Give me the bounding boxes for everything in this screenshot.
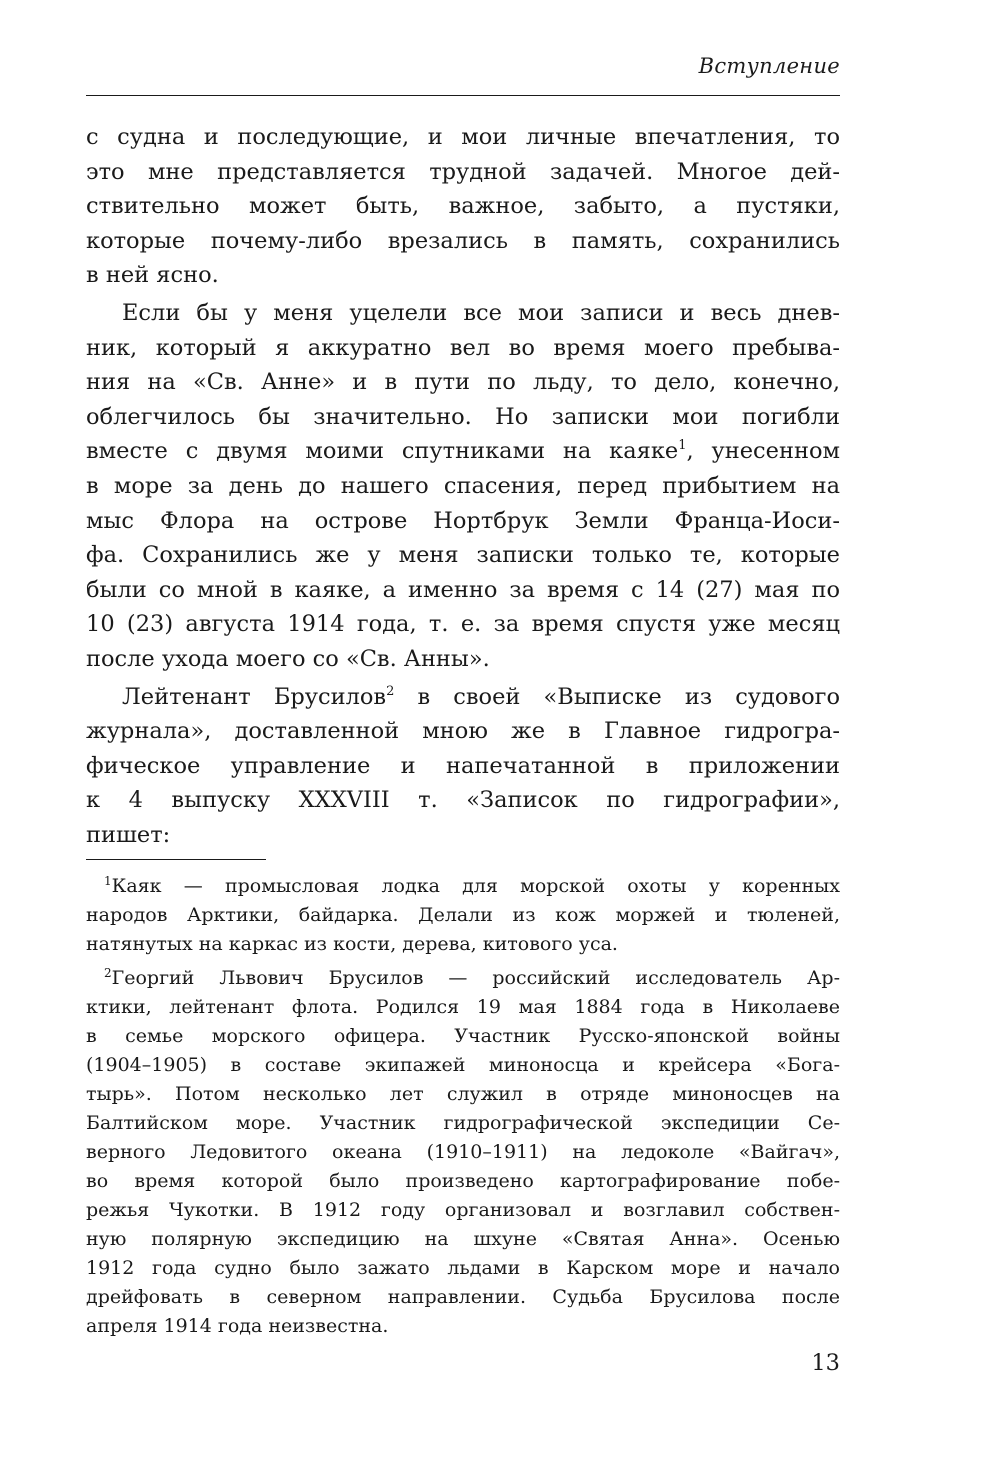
text-line: с судна и последующие, и мои личные впечатления, то <box>86 124 840 150</box>
footnote-2 <box>86 964 840 1341</box>
paragraph-1 <box>86 120 840 293</box>
footnote-line: в семье морского офицера. Участник Русско-японской войны <box>86 1025 840 1047</box>
footnote-number: 1 <box>104 874 112 888</box>
page-number: 13 <box>811 1350 840 1376</box>
footnote-line: режья Чукотки. В 1912 году организовал и возглавил собствен- <box>86 1199 840 1221</box>
footnote-line <box>86 872 840 901</box>
text-line: ствительно может быть, важное, забыто, а пустяки, <box>86 193 840 220</box>
footnote-line: тырь». Потом несколько лет служил в отряде миноносцев на <box>86 1083 840 1105</box>
footnote-line: ктики, лейтенант флота. Родился 19 мая 1884 года в Николаеве <box>86 996 840 1018</box>
text-line: в море за день до нашего спасения, перед прибытием на <box>86 472 840 499</box>
text-segment: Лейтенант Брусилов <box>122 683 387 710</box>
text-line: 10 (23) августа 1914 года, т. е. за время спустя уже месяц <box>86 611 840 638</box>
text-line-with-footnote <box>86 680 840 715</box>
text-segment: , унесенном <box>686 438 841 465</box>
text-line: облегчилось бы значительно. Но записки мои погибли <box>86 403 840 430</box>
footnote-text: Георгий Львович Брусилов — российский исследователь Ар- <box>111 967 840 989</box>
footnote-1 <box>86 872 840 959</box>
paragraph-2 <box>86 296 840 677</box>
footnote-line: натянутых на каркас из кости, дерева, китового уса. <box>86 933 618 955</box>
footnote-line: апреля 1914 года неизвестна. <box>86 1315 389 1337</box>
footnote-line <box>86 964 840 993</box>
footnote-line: во время которой было произведено картографирование побе- <box>86 1170 840 1192</box>
text-line: фическое управление и напечатанной в приложении <box>86 752 840 779</box>
text-line: были со мной в каяке, а именно за время с 14 (27) мая по <box>86 576 840 603</box>
text-line: пишет: <box>86 821 171 848</box>
footnote-line: дрейфовать в северном направлении. Судьба Брусилова после <box>86 1286 840 1308</box>
footnote-line: 1912 года судно было зажато льдами в Карском море и начало <box>86 1257 840 1279</box>
text-line: к 4 выпуску XXXVIII т. «Записок по гидрографии», <box>86 787 840 814</box>
text-line: мыс Флора на острове Нортбрук Земли Франца-Иоси- <box>86 507 840 534</box>
footnote-line: (1904–1905) в составе экипажей миноносца и крейсера «Бога- <box>86 1054 840 1076</box>
book-page <box>86 0 840 1481</box>
text-line: которые почему-либо врезались в память, сохранились <box>86 227 840 254</box>
text-line: ния на «Св. Анне» и в пути по льду, то дело, конечно, <box>86 369 840 396</box>
footnotes <box>86 872 840 1341</box>
footnote-ref-1[interactable]: 1 <box>678 438 687 454</box>
text-line: журнала», доставленной мною же в Главное гидрогра- <box>86 718 840 745</box>
main-text <box>86 120 840 852</box>
paragraph-3 <box>86 680 840 853</box>
text-line: после ухода моего со «Св. Анны». <box>86 645 490 672</box>
text-line: ник, который я аккуратно вел во время моего пребыва- <box>86 334 840 361</box>
header-rule <box>86 95 840 96</box>
footnote-line: Балтийском море. Участник гидрографической экспедиции Се- <box>86 1112 840 1134</box>
text-line: фа. Сохранились же у меня записки только те, которые <box>86 542 840 569</box>
text-segment: вместе с двумя моими спутниками на каяке <box>86 438 679 465</box>
text-segment: в своей «Выписке из судового <box>394 683 840 710</box>
footnote-line: ную полярную экспедицию на шхуне «Святая Анна». Осенью <box>86 1228 840 1250</box>
footnote-ref-2[interactable]: 2 <box>386 683 395 699</box>
footnote-line: верного Ледовитого океана (1910–1911) на ледоколе «Вайгач», <box>86 1141 840 1163</box>
running-head: Вступление <box>698 54 840 78</box>
footnote-number: 2 <box>104 966 112 980</box>
text-line: это мне представляется трудной задачей. Многое дей- <box>86 158 840 185</box>
footnote-text: Каяк — промысловая лодка для морской охоты у коренных <box>111 875 840 897</box>
text-line-with-footnote <box>86 434 840 469</box>
footnote-line: народов Арктики, байдарка. Делали из кож моржей и тюленей, <box>86 904 840 926</box>
text-line: Если бы у меня уцелели все мои записи и весь днев- <box>122 299 840 326</box>
text-line: в ней ясно. <box>86 262 219 289</box>
footnote-rule <box>86 859 266 860</box>
